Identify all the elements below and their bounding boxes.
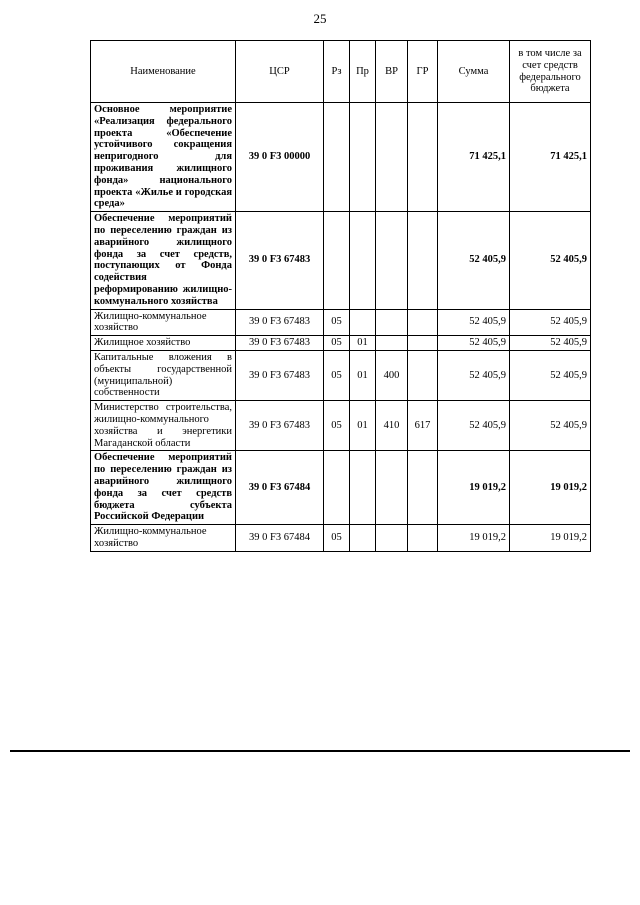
cell-csr: 39 0 F3 67483 [236,309,324,336]
page-number: 25 [313,11,327,26]
header-vr: ВР [376,41,408,103]
table-row [91,336,591,351]
cell-pr [350,212,376,309]
cell-vr [376,525,408,552]
cell-gr [408,350,438,400]
cell-csr: 39 0 F3 67483 [236,350,324,400]
cell-csr: 39 0 F3 67483 [236,336,324,351]
header-sum: Сумма [438,41,510,103]
cell-name: Министерство строительства, жилищно-коммунального хозяйства и энергетики Магаданской области [91,401,236,451]
cell-rz: 05 [324,401,350,451]
table-row [91,451,591,525]
cell-csr: 39 0 F3 67483 [236,401,324,451]
cell-sum: 19 019,2 [438,525,510,552]
cell-rz: 05 [324,350,350,400]
table-header-row [91,41,591,103]
header-rz: Рз [324,41,350,103]
cell-csr: 39 0 F3 67484 [236,451,324,525]
cell-gr [408,309,438,336]
cell-sum: 71 425,1 [438,103,510,212]
table-row [91,525,591,552]
page-divider [10,750,630,752]
cell-rz [324,451,350,525]
cell-gr [408,103,438,212]
cell-vr: 410 [376,401,408,451]
cell-pr: 01 [350,401,376,451]
cell-gr [408,336,438,351]
cell-rz [324,103,350,212]
cell-name: Жилищно-коммунальное хозяйство [91,525,236,552]
cell-federal: 52 405,9 [510,401,591,451]
cell-rz: 05 [324,336,350,351]
cell-federal: 19 019,2 [510,525,591,552]
cell-sum: 52 405,9 [438,336,510,351]
cell-pr [350,103,376,212]
cell-name: Обеспечение мероприятий по переселению граждан из аварийного жилищного фонда за счет средств бюджета субъекта Российской Федерации [91,451,236,525]
cell-federal: 52 405,9 [510,336,591,351]
cell-federal: 52 405,9 [510,350,591,400]
cell-pr: 01 [350,350,376,400]
table-row [91,309,591,336]
cell-federal: 52 405,9 [510,212,591,309]
cell-vr: 400 [376,350,408,400]
cell-sum: 52 405,9 [438,309,510,336]
table-row [91,350,591,400]
cell-pr [350,309,376,336]
cell-rz [324,212,350,309]
cell-pr [350,525,376,552]
cell-rz: 05 [324,525,350,552]
cell-pr: 01 [350,336,376,351]
table-row [91,212,591,309]
cell-sum: 52 405,9 [438,350,510,400]
cell-gr [408,212,438,309]
cell-federal: 52 405,9 [510,309,591,336]
cell-rz: 05 [324,309,350,336]
cell-csr: 39 0 F3 67483 [236,212,324,309]
header-gr: ГР [408,41,438,103]
cell-sum: 52 405,9 [438,401,510,451]
cell-federal: 19 019,2 [510,451,591,525]
cell-pr [350,451,376,525]
cell-federal: 71 425,1 [510,103,591,212]
cell-vr [376,336,408,351]
cell-name: Капитальные вложения в объекты государственной (муниципальной) собственности [91,350,236,400]
cell-sum: 52 405,9 [438,212,510,309]
cell-gr [408,525,438,552]
table-row [91,103,591,212]
cell-sum: 19 019,2 [438,451,510,525]
cell-vr [376,451,408,525]
cell-name: Основное мероприятие «Реализация федерального проекта «Обеспечение устойчивого сокращения непригодного для проживания жилищного фонда» национального проекта «Жилье и городская среда» [91,103,236,212]
cell-csr: 39 0 F3 00000 [236,103,324,212]
header-pr: Пр [350,41,376,103]
cell-gr [408,451,438,525]
cell-gr: 617 [408,401,438,451]
cell-name: Обеспечение мероприятий по переселению граждан из аварийного жилищного фонда за счет средств, поступающих от Фонда содействия реформированию жилищно-коммунального хозяйства [91,212,236,309]
table-row [91,401,591,451]
cell-vr [376,309,408,336]
cell-vr [376,212,408,309]
header-csr: ЦСР [236,41,324,103]
cell-csr: 39 0 F3 67484 [236,525,324,552]
cell-name: Жилищно-коммунальное хозяйство [91,309,236,336]
cell-vr [376,103,408,212]
budget-table [90,40,591,552]
cell-name: Жилищное хозяйство [91,336,236,351]
header-federal: в том числе за счет средств федерального бюджета [510,41,591,103]
header-name: Наименование [91,41,236,103]
